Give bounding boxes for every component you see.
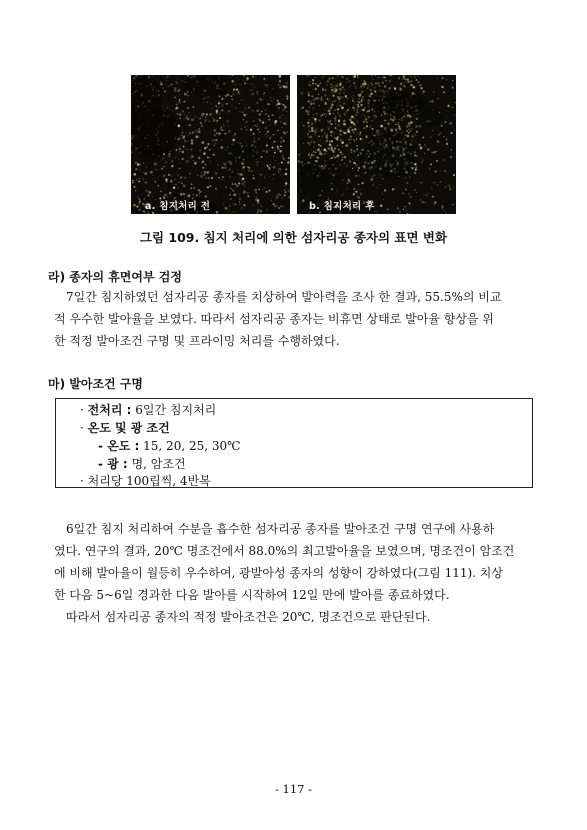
- pretreatment-value: 6일간 침지처리: [135, 403, 217, 417]
- section-heading-germination: 마) 발아조건 구명: [48, 377, 143, 391]
- seed-surface-image-after: [297, 75, 456, 214]
- bullet: ·: [80, 403, 84, 417]
- photo-before-soaking: [131, 75, 290, 214]
- temperature-label: - 온도 :: [98, 439, 140, 453]
- photo-after-soaking: [297, 75, 456, 214]
- paragraph-line: 한 적정 발아조건 구명 및 프라이밍 처리를 수행하였다.: [54, 334, 340, 348]
- temperature-value: 15, 20, 25, 30℃: [143, 439, 241, 453]
- paragraph-line: 따라서 섬자리공 종자의 적정 발아조건은 20℃, 명조건으로 판단된다.: [66, 610, 431, 624]
- paragraph-line: 였다. 연구의 결과, 20℃ 명조건에서 88.0%의 최고발아율을 보였으며, 명조건이 암조건: [54, 544, 515, 558]
- paragraph-dormancy: [54, 286, 535, 352]
- paragraph-line: 에 비해 발아율이 월등히 우수하여, 광발아성 종자의 성향이 강하였다(그림 111). 치상: [54, 566, 503, 580]
- paragraph-line: 6일간 침지 처리하여 수분을 흡수한 섬자리공 종자를 발아조건 구명 연구에 사용하: [66, 522, 495, 536]
- bullet: ·: [80, 421, 84, 435]
- paragraph-germination: [54, 518, 535, 628]
- pretreatment-label: 전처리 :: [87, 403, 132, 417]
- paragraph-line: 한 다음 5~6일 경과한 다음 발아를 시작하여 12일 만에 발아를 종료하였다.: [54, 588, 450, 602]
- temperature-row: [98, 437, 241, 454]
- photo-a-caption: a. 침지처리 전: [145, 201, 211, 212]
- light-row: [98, 455, 186, 472]
- section-heading-dormancy: 라) 종자의 휴면여부 검정: [48, 270, 182, 284]
- light-label: - 광 :: [98, 457, 128, 471]
- light-value: 명, 암조건: [131, 457, 186, 471]
- paragraph-line: 적 우수한 발아율을 보였다. 따라서 섬자리공 종자는 비휴면 상태로 발아율 향상을 위: [54, 312, 494, 326]
- conditions-box: [55, 398, 533, 488]
- seed-surface-image-before: [131, 75, 290, 214]
- paragraph-line: 7일간 침지하였던 섬자리공 종자를 치상하여 발아력을 조사 한 결과, 55.5%의 비교: [66, 290, 502, 304]
- figure-title: 그림 109. 침지 처리에 의한 섬자리공 종자의 표면 변화: [139, 230, 448, 245]
- photo-b-caption: b. 침지처리 후: [309, 201, 375, 212]
- temp-light-label: 온도 및 광 조건: [87, 421, 170, 435]
- page-number: - 117 -: [274, 782, 313, 796]
- replication-row: · 처리당 100립씩, 4반복: [80, 474, 211, 488]
- temp-light-row: [80, 419, 170, 436]
- pretreatment-row: [80, 401, 216, 418]
